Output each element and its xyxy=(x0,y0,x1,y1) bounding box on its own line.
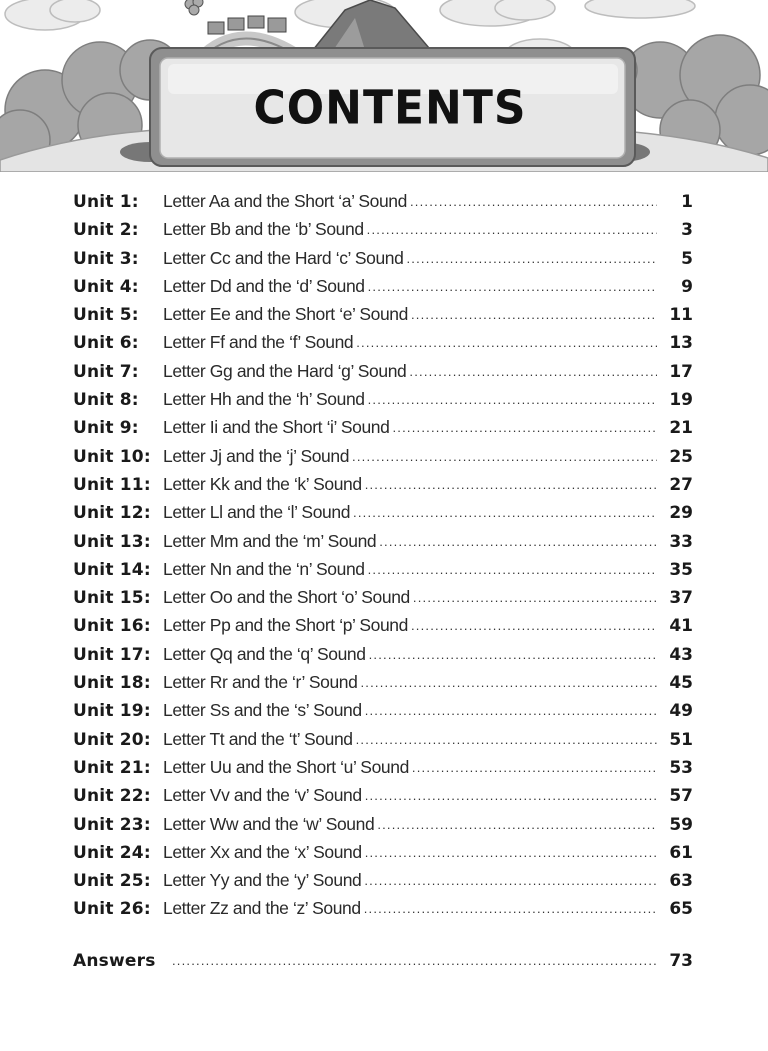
dot-leader xyxy=(364,901,657,916)
toc-row[interactable] xyxy=(73,332,693,360)
unit-number: Unit 7: xyxy=(73,361,139,382)
page-number: 57 xyxy=(669,786,693,807)
dot-leader xyxy=(410,194,657,209)
page-number: 3 xyxy=(681,220,693,241)
unit-title: Letter Ee and the Short ‘e’ Sound xyxy=(163,304,408,325)
page-number: 11 xyxy=(669,305,693,326)
unit-title: Letter Ss and the ‘s’ Sound xyxy=(163,700,362,721)
dot-leader xyxy=(353,505,657,520)
toc-row[interactable] xyxy=(73,644,693,672)
page-number: 21 xyxy=(669,418,693,439)
page-number: 17 xyxy=(669,361,693,382)
toc-row[interactable] xyxy=(73,248,693,276)
unit-number: Unit 15: xyxy=(73,588,151,609)
unit-title: Letter Pp and the Short ‘p’ Sound xyxy=(163,615,408,636)
page-number: 9 xyxy=(681,276,693,297)
unit-number: Unit 12: xyxy=(73,503,151,524)
dot-leader xyxy=(360,675,657,690)
unit-number: Unit 9: xyxy=(73,418,139,439)
dot-leader xyxy=(368,562,657,577)
dot-leader xyxy=(377,817,657,832)
toc-row[interactable] xyxy=(73,191,693,219)
dot-leader xyxy=(412,760,657,775)
page-number: 63 xyxy=(669,871,693,892)
toc-row[interactable] xyxy=(73,785,693,813)
unit-number: Unit 10: xyxy=(73,446,151,467)
page-number: 43 xyxy=(669,644,693,665)
toc-row[interactable] xyxy=(73,898,693,926)
dot-leader xyxy=(365,788,657,803)
unit-title: Letter Vv and the ‘v’ Sound xyxy=(163,785,362,806)
unit-number: Unit 25: xyxy=(73,871,151,892)
page-number: 25 xyxy=(669,446,693,467)
unit-title: Letter Ll and the ‘l’ Sound xyxy=(163,502,351,523)
unit-title: Letter Cc and the Hard ‘c’ Sound xyxy=(163,247,404,268)
dot-leader xyxy=(392,420,657,435)
dot-leader xyxy=(364,873,657,888)
page-number: 35 xyxy=(669,559,693,580)
page-title: CONTENTS xyxy=(253,81,527,135)
unit-title: Letter Jj and the ‘j’ Sound xyxy=(163,445,350,466)
unit-title: Letter Nn and the ‘n’ Sound xyxy=(163,558,365,579)
page-number: 29 xyxy=(669,503,693,524)
answers-entry xyxy=(73,951,693,979)
unit-number: Unit 8: xyxy=(73,390,139,411)
unit-title: Letter Xx and the ‘x’ Sound xyxy=(163,841,362,862)
toc-row[interactable] xyxy=(73,559,693,587)
unit-title: Letter Ww and the ‘w’ Sound xyxy=(163,813,375,834)
dot-leader xyxy=(369,647,657,662)
unit-title: Letter Zz and the ‘z’ Sound xyxy=(163,898,361,919)
unit-number: Unit 5: xyxy=(73,305,139,326)
toc-row[interactable] xyxy=(73,219,693,247)
page-number: 45 xyxy=(669,673,693,694)
toc-row[interactable] xyxy=(73,870,693,898)
page-number: 5 xyxy=(681,248,693,269)
toc-row[interactable] xyxy=(73,729,693,757)
dot-leader xyxy=(413,590,657,605)
unit-number: Unit 19: xyxy=(73,701,151,722)
unit-title: Letter Dd and the ‘d’ Sound xyxy=(163,275,365,296)
dot-leader xyxy=(411,618,657,633)
unit-number: Unit 18: xyxy=(73,673,151,694)
unit-number: Unit 20: xyxy=(73,729,151,750)
header-illustration xyxy=(0,0,768,172)
dot-leader xyxy=(365,703,657,718)
toc-row[interactable] xyxy=(73,474,693,502)
unit-number: Unit 6: xyxy=(73,333,139,354)
unit-number: Unit 17: xyxy=(73,644,151,665)
unit-title: Letter Ii and the Short ‘i’ Sound xyxy=(163,417,390,438)
unit-title: Letter Ff and the ‘f’ Sound xyxy=(163,332,354,353)
page-number: 37 xyxy=(669,588,693,609)
unit-number: Unit 4: xyxy=(73,276,139,297)
unit-number: Unit 2: xyxy=(73,220,139,241)
dot-leader xyxy=(365,477,657,492)
dot-leader xyxy=(411,307,657,322)
unit-title: Letter Gg and the Hard ‘g’ Sound xyxy=(163,360,407,381)
dot-leader xyxy=(367,222,657,237)
toc-row[interactable] xyxy=(73,389,693,417)
page-number: 41 xyxy=(669,616,693,637)
toc-row[interactable] xyxy=(73,446,693,474)
unit-title: Letter Uu and the Short ‘u’ Sound xyxy=(163,756,409,777)
unit-title: Letter Hh and the ‘h’ Sound xyxy=(163,389,365,410)
toc-row[interactable] xyxy=(73,276,693,304)
unit-number: Unit 26: xyxy=(73,899,151,920)
unit-number: Unit 21: xyxy=(73,757,151,778)
unit-title: Letter Rr and the ‘r’ Sound xyxy=(163,672,358,693)
toc-row[interactable] xyxy=(73,502,693,530)
unit-number: Unit 11: xyxy=(73,474,151,495)
unit-number: Unit 23: xyxy=(73,814,151,835)
unit-title: Letter Aa and the Short ‘a’ Sound xyxy=(163,191,407,211)
balloons xyxy=(185,0,203,15)
page-number: 65 xyxy=(669,899,693,920)
toc-row-answers[interactable] xyxy=(73,951,693,979)
page-number: 33 xyxy=(669,531,693,552)
page-number: 1 xyxy=(681,192,693,212)
page-number: 61 xyxy=(669,842,693,863)
toc-row[interactable] xyxy=(73,615,693,643)
dot-leader xyxy=(368,279,657,294)
dot-leader xyxy=(172,953,657,968)
dot-leader xyxy=(409,364,657,379)
page-number: 51 xyxy=(669,729,693,750)
toc-row[interactable] xyxy=(73,757,693,785)
toc-row[interactable] xyxy=(73,531,693,559)
page-number: 53 xyxy=(669,757,693,778)
unit-number: Unit 13: xyxy=(73,531,151,552)
dot-leader xyxy=(356,732,657,747)
unit-title: Letter Tt and the ‘t’ Sound xyxy=(163,728,353,749)
table-of-contents xyxy=(73,191,693,927)
toc-row[interactable] xyxy=(73,417,693,445)
page-number: 49 xyxy=(669,701,693,722)
answers-label: Answers xyxy=(73,951,156,971)
unit-title: Letter Bb and the ‘b’ Sound xyxy=(163,219,364,240)
toc-row[interactable] xyxy=(73,587,693,615)
unit-title: Letter Qq and the ‘q’ Sound xyxy=(163,643,366,664)
unit-number: Unit 14: xyxy=(73,559,151,580)
toc-row[interactable] xyxy=(73,304,693,332)
unit-number: Unit 1: xyxy=(73,192,139,212)
unit-title: Letter Mm and the ‘m’ Sound xyxy=(163,530,377,551)
dot-leader xyxy=(406,251,657,266)
toc-row[interactable] xyxy=(73,672,693,700)
page-number: 73 xyxy=(669,951,693,971)
dot-leader xyxy=(352,449,657,464)
unit-number: Unit 3: xyxy=(73,248,139,269)
unit-title: Letter Oo and the Short ‘o’ Sound xyxy=(163,587,410,608)
toc-row[interactable] xyxy=(73,842,693,870)
dot-leader xyxy=(356,335,657,350)
page-number: 19 xyxy=(669,390,693,411)
dot-leader xyxy=(365,845,657,860)
toc-row[interactable] xyxy=(73,361,693,389)
unit-title: Letter Yy and the ‘y’ Sound xyxy=(163,870,362,891)
page-number: 13 xyxy=(669,333,693,354)
unit-number: Unit 16: xyxy=(73,616,151,637)
unit-title: Letter Kk and the ‘k’ Sound xyxy=(163,473,362,494)
dot-leader xyxy=(379,534,657,549)
unit-number: Unit 24: xyxy=(73,842,151,863)
dot-leader xyxy=(368,392,657,407)
toc-row[interactable] xyxy=(73,700,693,728)
page-number: 59 xyxy=(669,814,693,835)
toc-row[interactable] xyxy=(73,814,693,842)
page-number: 27 xyxy=(669,474,693,495)
unit-number: Unit 22: xyxy=(73,786,151,807)
